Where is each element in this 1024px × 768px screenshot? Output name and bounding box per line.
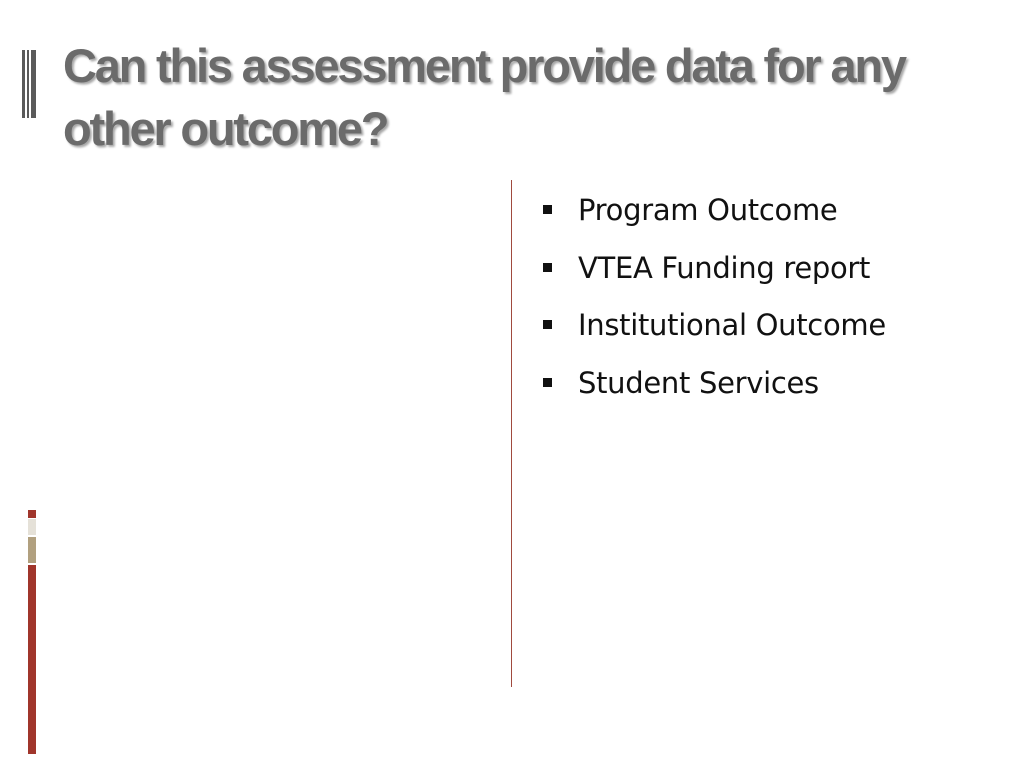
title-stripes-decoration (22, 50, 36, 118)
bullet-text: Program Outcome (578, 193, 838, 227)
bullet-list (541, 188, 886, 418)
list-item (541, 303, 886, 361)
list-item (541, 188, 886, 246)
square-bullet-icon (543, 378, 552, 387)
accent-bar-light (28, 519, 36, 535)
accent-bar-red-main (28, 565, 36, 754)
square-bullet-icon (543, 263, 552, 272)
accent-bar-tan (28, 537, 36, 563)
bullet-text: Student Services (578, 365, 819, 400)
slide-title: Can this assessment provide data for any other outcome? (63, 39, 905, 155)
list-item (541, 361, 886, 419)
bullet-text: Institutional Outcome (578, 308, 886, 342)
accent-bar-red-top (28, 510, 36, 518)
square-bullet-icon (543, 320, 552, 329)
list-item (541, 246, 886, 304)
column-divider (511, 180, 512, 687)
square-bullet-icon (543, 205, 552, 214)
bullet-text: VTEA Funding report (578, 250, 871, 285)
